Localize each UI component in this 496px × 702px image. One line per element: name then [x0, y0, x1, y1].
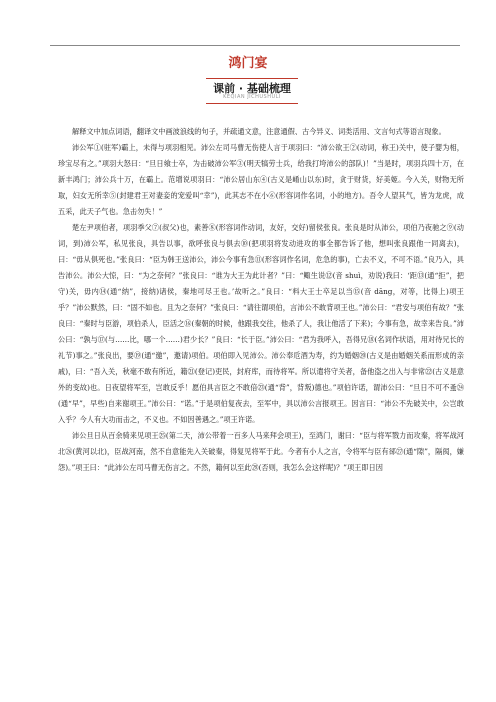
section-banner — [206, 78, 298, 104]
banner-bottom-rule — [206, 103, 298, 104]
paragraph: 沛公军①(驻军)霸上，未得与项羽相见。沛公左司马曹无伤使人言于项羽曰：“沛公欲王②(动词，称王)关中，使子婴为相，珍宝尽有之。”项羽大怒曰：“旦日飨士卒，为击破沛公军③(明天犒劳士兵，给我打垮沛公的部队)！”当是时，项羽兵四十万，在新丰鸿门；沛公兵十万，在霸上。范增说项羽曰：“沛公居山东④(古义是崤山以东)时，贪于财货，好美姬。今入关，财物无所取，妇女无所幸⑤(封建君王对妻妾的宠爱叫“幸”)，此其志不在小⑥(形容词作名词，小的地方)。吾令人望其气，皆为龙虎，成五采，此天子气也。急击勿失！” — [58, 143, 464, 216]
banner-top-rule — [206, 78, 298, 79]
page-title: 鸿门宴 — [228, 56, 268, 71]
paragraph: 沛公旦日从百余骑来见项王㉕(第二天，沛公带着一百多人马来拜会项王)，至鸿门，谢曰：“臣与将军戮力而攻秦，将军战河北㉖(黄河以北)，臣战河南，然不自意能先入关破秦，得复见将军于此。今者有小人之言，令将军与臣有郤㉗(通“隙”，隔阂，嫌怨)。”项王曰：“此沛公左司马曹无伤言之。不然，籍何以至此㉘(否则，我怎么会这样呢)？”项王即日因 — [58, 431, 464, 472]
header-rule — [50, 45, 460, 46]
paragraph: 楚左尹项伯者，项羽季父⑦(叔父)也，素善⑧(形容词作动词，友好，交好)留侯张良。张良是时从沛公，项伯乃夜驰之⑨(动词，到)沛公军，私见张良，具告以事，欲呼张良与俱去⑩(把项羽将发动进攻的事全都告诉了他，想叫张良跟他一同离去)，曰：“毋从俱死也。”张良曰：“臣为韩王送沛公，沛公今事有急⑪(形容词作名词，危急的事)，亡去不义，不可不语。”良乃入，具告沛公。沛公大惊，曰：“为之奈何？”张良曰：“谁为大王为此计者？”曰：“鲰生说⑫(音 shuì，劝说)我曰：‘距⑬(通“拒”，把守)关，毋内⑭(通“纳”，接纳)诸侯，秦地可尽王也。’故听之。”良曰：“料大王士卒足以当⑮(音 dāng，对等，比得上)项王乎？”沛公默然，曰：“固不如也。且为之奈何？”张良曰：“请往谓项伯，言沛公不敢背项王也。”沛公曰：“君安与项伯有故？”张良曰：“秦时与臣游，项伯杀人，臣活之⑯(秦朝的时候，他跟我交往，他杀了人，我让他活了下来)；今事有急，故幸来告良。”沛公曰：“孰与⑰(与……比，哪一个……)君少长？”良曰：“长于臣。”沛公曰：“君为我呼入，吾得兄⑱(名词作状语，用对待兄长的礼节)事之。”张良出，要⑲(通“邀”，邀请)项伯。项伯即入见沛公。沛公奉卮酒为寿，约为婚姻⑳(古义是由婚姻关系而形成的亲戚)，曰：“吾入关，秋毫不敢有所近，籍㉑(登记)吏民，封府库，而待将军。所以遣将守关者，备他盗之出入与非常㉒(古义是意外的变故)也。日夜望将军至，岂敢反乎！愿伯具言臣之不敢倍㉓(通“背”，背叛)德也。”项伯许诺，谓沛公曰：“旦日不可不蚤㉔(通“早”，早些)自来谢项王。”沛公曰：“诺。”于是项伯复夜去，至军中，具以沛公言报项王。因言曰：“沛公不先破关中，公岂敢入乎？今人有大功而击之，不义也。不如因善遇之。”项王许诺。 — [58, 223, 464, 424]
banner-title: 课前 · 基础梳理 — [213, 82, 291, 95]
paragraph-instructions: 解释文中加点词语，翻译文中画波浪线的句子，并疏通文意，注意通假、古今异义、词类活用、文言句式等语言现象。 — [72, 127, 446, 136]
article-body — [58, 124, 464, 476]
banner-subtitle: KEQIAN JICHUSHULI — [223, 94, 281, 100]
